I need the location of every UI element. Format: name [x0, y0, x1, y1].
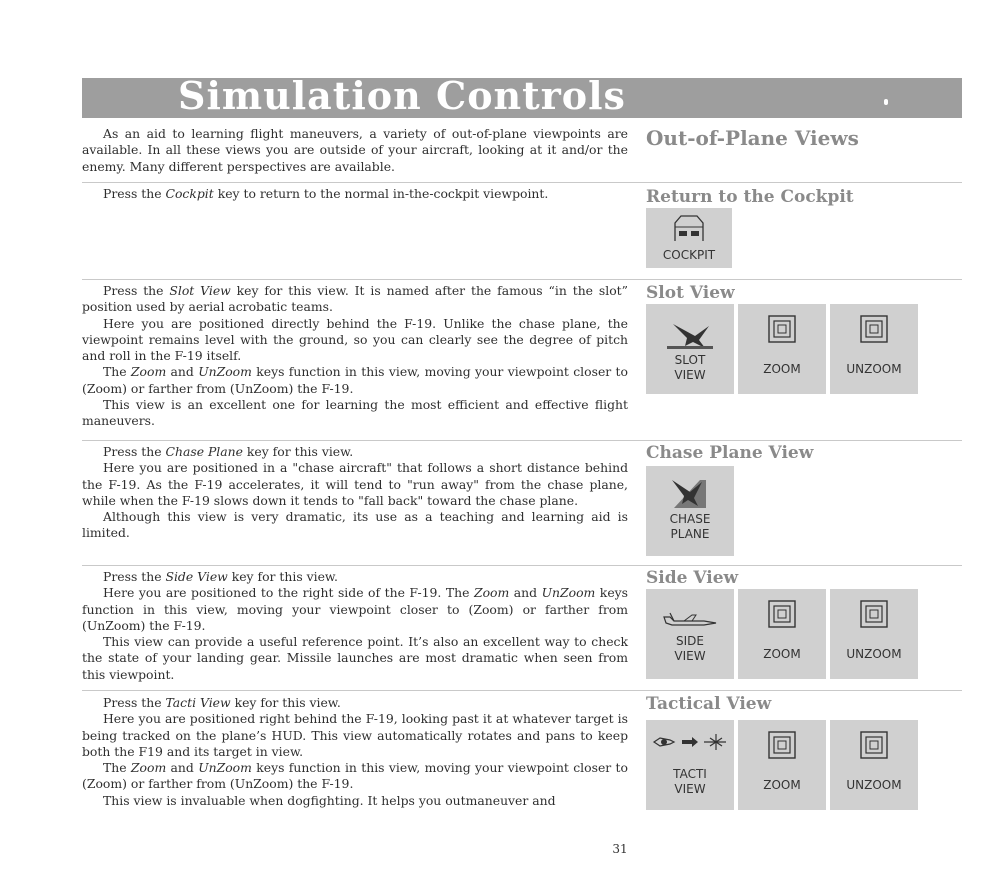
side-paragraph-1: Press the Side View key for this view.: [103, 569, 338, 584]
cockpit-paragraph: Press the Cockpit key to return to the normal in-the-cockpit viewpoint.: [103, 186, 549, 201]
heading-side-view: Side View: [646, 568, 739, 588]
tactical-paragraph-3: The Zoom and UnZoom keys function in this view, moving your viewpoint closer to (Zoom) or farther from (UnZoom) the F-19.: [82, 760, 628, 792]
unzoom-key-label: UNZOOM: [846, 362, 902, 376]
heading-tactical-view: Tactical View: [646, 694, 772, 714]
slot-unzoom-key[interactable]: [830, 304, 918, 394]
chase-text: [82, 444, 628, 542]
cockpit-icon: [669, 213, 709, 243]
heading-return-cockpit: Return to the Cockpit: [646, 187, 854, 207]
chase-paragraph-3: Although this view is very dramatic, its use as a teaching and learning aid is limited.: [82, 509, 628, 541]
tactical-text: [82, 695, 628, 809]
banner-mark: [884, 99, 888, 105]
side-zoom-key[interactable]: [738, 589, 826, 679]
slot-view-key[interactable]: [646, 304, 734, 394]
divider: [82, 440, 962, 441]
divider: [82, 279, 962, 280]
tactical-paragraph-2: Here you are positioned right behind the F-19, looking past it at whatever target is being tracked on the plane’s HUD. This view automatically rotates and pans to keep both the F19 and its target in view.: [82, 711, 628, 759]
chase-key-label-2: PLANE: [670, 527, 710, 541]
tacti-unzoom-key[interactable]: [830, 720, 918, 810]
unzoom-square-icon: [860, 315, 888, 343]
side-key-label-1: SIDE: [676, 634, 704, 648]
page-title: Simulation Controls: [178, 73, 626, 118]
tacti-view-key[interactable]: [646, 720, 734, 810]
unzoom-key-label: UNZOOM: [846, 647, 902, 661]
zoom-key-label: ZOOM: [763, 778, 801, 792]
zoom-square-icon: [768, 731, 796, 759]
chase-paragraph-1: Press the Chase Plane key for this view.: [103, 444, 354, 459]
tacti-key-label-2: VIEW: [674, 782, 706, 796]
zoom-square-icon: [768, 315, 796, 343]
section-heading-out-of-plane: Out-of-Plane Views: [646, 126, 859, 150]
unzoom-key-label: UNZOOM: [846, 778, 902, 792]
divider: [82, 182, 962, 183]
cockpit-key[interactable]: [646, 208, 732, 268]
slot-key-label-2: VIEW: [674, 368, 706, 382]
slot-paragraph-1: Press the Slot View key for this view. It is named after the famous “in the slot” position used by aerial acrobatic teams.: [82, 283, 628, 315]
slot-paragraph-2: Here you are positioned directly behind the F-19. Unlike the chase plane, the viewpoint remains level with the ground, so you can clearly see the degree of pitch and roll in the F-19 itself.: [82, 315, 628, 364]
chase-paragraph-2: Here you are positioned in a "chase aircraft" that follows a short distance behind the F-19. As the F-19 accelerates, it will tend to "run away" from the chase plane, while when the F-19 slows down it tends to "fall back" toward the chase plane.: [82, 460, 628, 508]
jet-side-icon: [662, 609, 718, 631]
slot-paragraph-4: This view is an excellent one for learning the most efficient and effective flight maneuvers.: [82, 397, 628, 429]
slot-key-label-1: SLOT: [674, 353, 706, 367]
zoom-key-label: ZOOM: [763, 647, 801, 661]
divider: [82, 565, 962, 566]
tacti-key-label-1: TACTI: [673, 767, 707, 781]
jet-target-icon: [650, 730, 730, 754]
tactical-paragraph-4: This view is invaluable when dogfighting. It helps you outmaneuver and: [103, 792, 556, 808]
jet-behind-icon: [665, 318, 715, 350]
slot-text: [82, 283, 628, 430]
side-text: [82, 569, 628, 683]
zoom-key-label: ZOOM: [763, 362, 801, 376]
intro-block: [82, 126, 628, 175]
side-view-key[interactable]: [646, 589, 734, 679]
chase-key-label-1: CHASE: [669, 512, 711, 526]
slot-paragraph-3: The Zoom and UnZoom keys function in this view, moving your viewpoint closer to (Zoom) or farther from (UnZoom) the F-19.: [82, 364, 628, 396]
unzoom-square-icon: [860, 600, 888, 628]
side-paragraph-3: This view can provide a useful reference point. It’s also an excellent way to check the state of your landing gear. Missile launches are most dramatic when seen from this viewpoint.: [82, 634, 628, 682]
cockpit-key-label: COCKPIT: [662, 248, 716, 262]
side-key-label-2: VIEW: [674, 649, 706, 663]
intro-paragraph: As an aid to learning flight maneuvers, a variety of out-of-plane viewpoints are available. In all these views you are outside of your aircraft, looking at it and/or the enemy. Many different perspectives are available.: [82, 126, 628, 174]
page-number: 31: [612, 842, 628, 856]
side-paragraph-2: Here you are positioned to the right side of the F-19. The Zoom and UnZoom keys function in this view, moving your viewpoint closer to (Zoom) or farther from (UnZoom) the F-19.: [82, 585, 629, 633]
tacti-zoom-key[interactable]: [738, 720, 826, 810]
tactical-paragraph-1: Press the Tacti View key for this view.: [103, 695, 341, 710]
zoom-square-icon: [768, 600, 796, 628]
chase-plane-key[interactable]: [646, 466, 734, 556]
divider: [82, 690, 962, 691]
unzoom-square-icon: [860, 731, 888, 759]
heading-chase-plane: Chase Plane View: [646, 443, 814, 463]
slot-zoom-key[interactable]: [738, 304, 826, 394]
side-unzoom-key[interactable]: [830, 589, 918, 679]
cockpit-text: [82, 186, 628, 202]
jet-chase-icon: [668, 474, 712, 512]
heading-slot-view: Slot View: [646, 283, 735, 303]
